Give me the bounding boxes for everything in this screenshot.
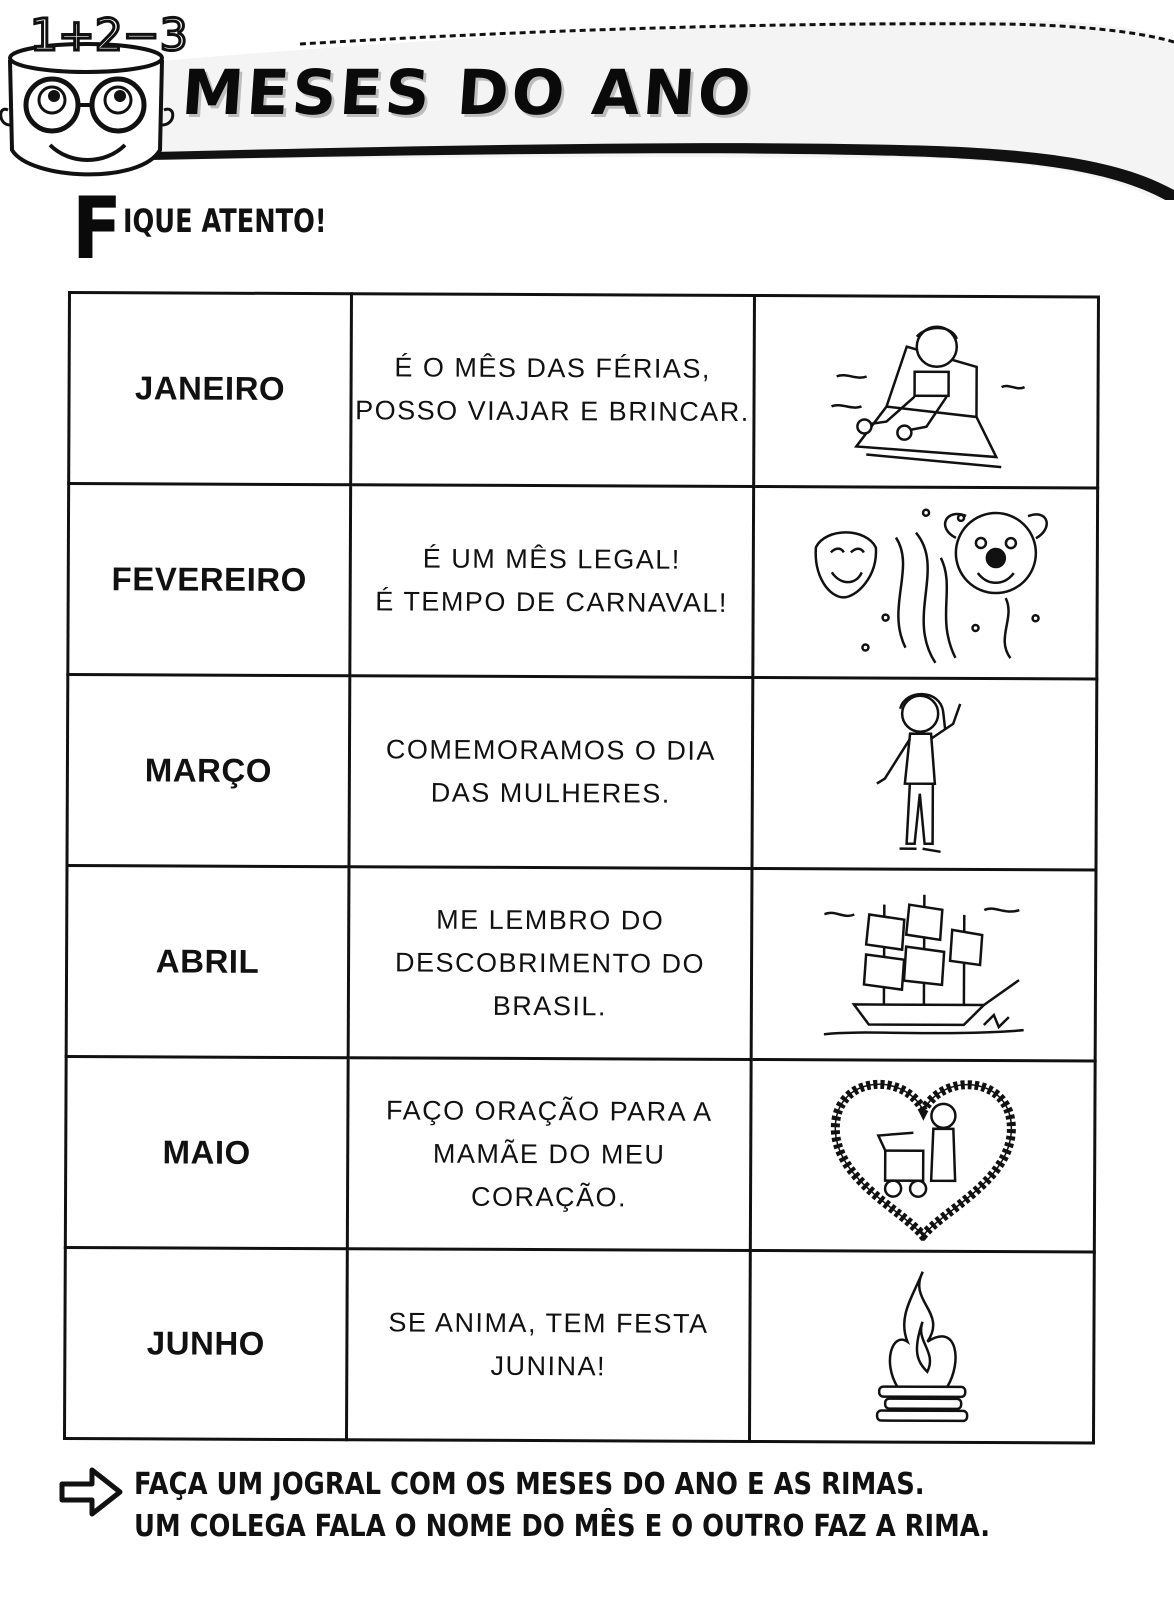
month-name: JANEIRO xyxy=(69,293,352,485)
rhyme-line: É TEMPO DE CARNAVAL! xyxy=(375,586,728,618)
table-row xyxy=(68,484,1098,679)
illustration-cell xyxy=(750,1250,1095,1442)
subtitle-text: IQUE ATENTO! xyxy=(122,202,327,240)
rhyme-line: É UM MÊS LEGAL! xyxy=(422,543,681,575)
month-name: JUNHO xyxy=(64,1247,347,1439)
months-table xyxy=(63,291,1100,1444)
illustration-cell xyxy=(750,1059,1095,1251)
illustration-cell xyxy=(751,868,1096,1060)
mascot-face-icon xyxy=(0,0,190,185)
month-name: MARÇO xyxy=(67,675,350,867)
rhyme-text xyxy=(347,1058,751,1251)
illustration-cell xyxy=(754,295,1099,487)
table-row xyxy=(67,675,1097,870)
beach-chair-boy-icon xyxy=(826,306,1027,477)
table-row xyxy=(69,293,1099,488)
subtitle xyxy=(72,179,377,279)
rhyme-text xyxy=(350,485,754,678)
table-row xyxy=(66,866,1096,1061)
math-symbols: 1+2−3 xyxy=(30,10,188,61)
rhyme-line: SE ANIMA, TEM FESTA xyxy=(388,1307,709,1339)
carnival-masks-icon xyxy=(795,497,1056,668)
page-title: MESES DO ANO xyxy=(179,56,757,129)
month-name: ABRIL xyxy=(66,866,349,1058)
arrow-right-icon xyxy=(58,1466,124,1518)
rhyme-line: MAMÃE DO MEU xyxy=(432,1138,666,1170)
illustration-cell xyxy=(752,677,1097,869)
month-name: MAIO xyxy=(65,1056,348,1248)
month-name: FEVEREIRO xyxy=(68,484,351,676)
bonfire-icon xyxy=(867,1261,978,1431)
rhyme-text xyxy=(346,1249,750,1442)
instruction xyxy=(58,1464,1138,1548)
rhyme-line: CORAÇÃO. xyxy=(470,1181,628,1212)
rhyme-line: É O MÊS DAS FÉRIAS, xyxy=(394,352,711,384)
mother-heart-icon xyxy=(822,1070,1023,1241)
rhyme-line: BRASIL. xyxy=(492,990,607,1021)
rhyme-line: DAS MULHERES. xyxy=(430,777,671,809)
table-row xyxy=(65,1056,1095,1251)
subtitle-initial: F xyxy=(72,179,122,279)
rhyme-line: DESCOBRIMENTO DO xyxy=(394,946,706,979)
rhyme-line: POSSO VIAJAR E BRINCAR. xyxy=(355,395,750,427)
rhyme-text xyxy=(348,867,752,1060)
woman-waving-icon xyxy=(864,683,985,864)
illustration-cell xyxy=(753,486,1098,678)
rhyme-line: COMEMORAMOS O DIA xyxy=(385,734,717,766)
instruction-line-2: UM COLEGA FALA O NOME DO MÊS E O OUTRO FAZ A RIMA. xyxy=(134,1509,991,1544)
sailing-ship-icon xyxy=(823,884,1024,1045)
rhyme-line: ME LEMBRO DO xyxy=(436,904,665,936)
rhyme-text xyxy=(351,294,755,487)
rhyme-line: FAÇO ORAÇÃO PARA A xyxy=(386,1094,713,1127)
rhyme-text xyxy=(349,676,753,869)
rhyme-line: JUNINA! xyxy=(490,1350,607,1382)
table-row xyxy=(64,1247,1094,1442)
instruction-line-1: FAÇA UM JOGRAL COM OS MESES DO ANO E AS RIMAS. xyxy=(134,1467,925,1502)
